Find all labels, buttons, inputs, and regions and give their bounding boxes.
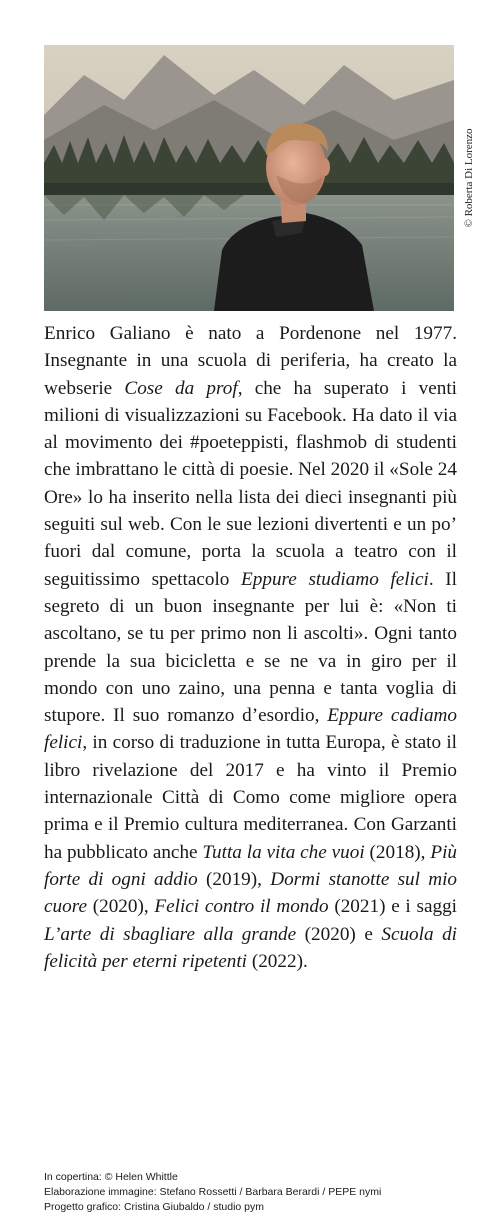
bio-text: , in corso di traduzione in tutta Europa, è stato il libro rivelazione del 2017 e ha vinto il Premio internazionale Città di Como come migliore opera prima e il Premio cultura mediterranea. Con Garzanti ha pubblicato anche bbox=[44, 732, 457, 863]
colophon bbox=[44, 1170, 474, 1215]
bio-text: (2022). bbox=[247, 950, 308, 972]
work-title: Tutta la vita che vuoi bbox=[202, 841, 365, 863]
graphic-design-credit: Progetto grafico: Cristina Giubaldo / studio pym bbox=[44, 1201, 265, 1213]
author-biography bbox=[44, 320, 457, 975]
photo-credit-text: © Roberta Di Lorenzo bbox=[463, 128, 475, 228]
work-title: Dormi stanotte sul mio cuore bbox=[44, 868, 458, 918]
work-title: Eppure studiamo felici bbox=[241, 568, 429, 590]
author-photo bbox=[44, 45, 454, 311]
bio-text: Enrico Galiano è nato a Pordenone nel 1977. Insegnante in una scuola di periferia, ha creato la webserie bbox=[44, 323, 457, 399]
photo-credit bbox=[462, 45, 476, 311]
bio-text: (2020) e bbox=[296, 923, 382, 945]
bio-text: (2020), bbox=[86, 896, 155, 918]
bio-text: , che ha superato i venti milioni di visualizzazioni su Facebook. Ha dato il via al movimento dei #poeteppisti, flashmob di studenti che imbrattano le città di poesie. Nel 2020 il «Sole 24 Ore» lo ha inserito nella lista dei dieci insegnanti più seguiti sul web. Con le sue lezioni divertenti e un po’ fuori dal comune, porta la scuola a teatro con il seguitissimo spettacolo bbox=[44, 377, 458, 590]
work-title: Scuola di felicità per eterni ripetenti bbox=[44, 923, 457, 972]
image-processing-credit: Elaborazione immagine: Stefano Rossetti / Barbara Berardi / PEPE nymi bbox=[44, 1186, 382, 1198]
bio-text: (2018), bbox=[364, 841, 431, 863]
cover-credit: In copertina: © Helen Whittle bbox=[44, 1171, 178, 1183]
bio-text: (2019), bbox=[197, 868, 271, 890]
author-photo-illustration bbox=[44, 45, 454, 311]
work-title: L’arte di sbagliare alla grande bbox=[44, 923, 297, 945]
bio-text: . Il segreto di un buon insegnante per lui è: «Non ti ascoltano, se tu per primo non li ascolti». Ogni tanto prende la sua bicicletta e se ne va in giro per il mondo con uno zaino, una penna e tanta voglia di stupore. Il suo romanzo d’esordio, bbox=[44, 568, 457, 727]
work-title: Cose da prof bbox=[124, 377, 238, 399]
bio-text: (2021) e i saggi bbox=[328, 896, 457, 918]
work-title: Felici contro il mondo bbox=[154, 896, 329, 918]
work-title: Più forte di ogni addio bbox=[44, 841, 457, 890]
work-title: Eppure cadiamo felici bbox=[44, 705, 457, 754]
